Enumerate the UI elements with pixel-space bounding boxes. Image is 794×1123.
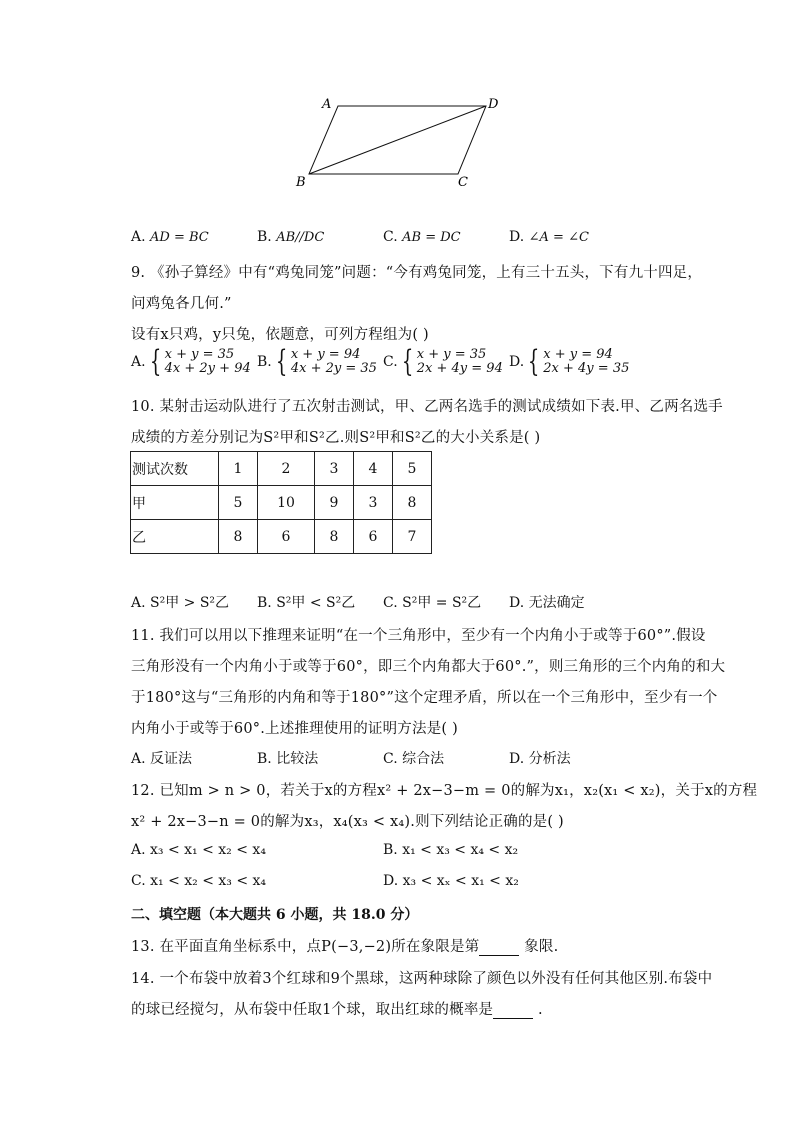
table-cell: 8	[315, 520, 354, 554]
table-cell: 9	[315, 486, 354, 520]
table-row	[131, 452, 432, 486]
vertex-a-label: A	[322, 97, 332, 112]
q9-line-1: 9. 《孙子算经》中有“鸡兔同笼”问题：“今有鸡兔同笼，上有三十五头，下有九十四足，	[131, 265, 703, 281]
q8-option-c-letter: C.	[383, 229, 398, 245]
q10-option-c: C. S²甲 = S²乙	[383, 595, 482, 611]
q11-option-a: A. 反证法	[131, 751, 193, 767]
q14-line-2	[131, 998, 543, 1019]
q9-option-a-letter: A.	[131, 354, 146, 370]
q12-option-a: A. x₃ < x₁ < x₂ < x₄	[131, 842, 266, 858]
q8-option-d-text: ∠A = ∠C	[528, 230, 589, 245]
q14-line-1: 14. 一个布袋中放着3个红球和9个黑球，这两种球除了颜色以外没有任何其他区别.布袋中	[131, 971, 713, 987]
q9-option-a-eq1: x + y = 35	[164, 347, 235, 362]
table-cell: 7	[393, 520, 432, 554]
q9-option-b-eq1: x + y = 94	[290, 347, 361, 362]
table-cell: 8	[393, 486, 432, 520]
q12-option-c: C. x₁ < x₂ < x₃ < x₄	[131, 873, 267, 889]
q9-option-d-eq2: 2x + 4y = 35	[543, 361, 630, 376]
section-heading: 二、填空题（本大题共 6 小题，共 18.0 分）	[131, 907, 419, 923]
q13-answer-blank[interactable]	[479, 941, 519, 956]
q14-answer-blank[interactable]	[493, 1004, 533, 1019]
table-cell: 3	[354, 486, 393, 520]
q8-option-d-letter: D.	[509, 229, 525, 245]
q9-option-a: A. { x + y = 35 4x + 2y + 94	[131, 344, 251, 379]
vertex-d-label: D	[488, 97, 499, 112]
q10-option-a: A. S²甲 > S²乙	[131, 595, 230, 611]
q9-option-d-letter: D.	[509, 354, 525, 370]
q9-option-c-letter: C.	[383, 354, 398, 370]
q8-option-b	[257, 229, 324, 245]
table-cell: 3	[315, 452, 354, 486]
q8-option-a-letter: A.	[131, 229, 146, 245]
q9-option-b: B. { x + y = 94 4x + 2y = 35	[257, 344, 377, 379]
q13-text-before: 13. 在平面直角坐标系中，点P(−3,−2)所在象限是第	[131, 939, 480, 955]
q9-line-3: 设有x只鸡，y只兔，依题意，可列方程组为( )	[131, 327, 429, 343]
q9-option-c-eq2: 2x + 4y = 94	[416, 361, 503, 376]
q10-line-2: 成绩的方差分别记为S²甲和S²乙.则S²甲和S²乙的大小关系是( )	[131, 430, 541, 446]
q11-line-4: 内角小于或等于60°.上述推理使用的证明方法是( )	[131, 721, 458, 737]
q9-option-b-eq2: 4x + 2y = 35	[290, 361, 377, 376]
q13-line	[131, 935, 558, 956]
q10-option-d: D. 无法确定	[509, 595, 585, 611]
q9-option-d: D. { x + y = 94 2x + 4y = 35	[509, 344, 630, 379]
table-row	[131, 486, 432, 520]
table-cell: 乙	[131, 520, 219, 554]
q10-option-b: B. S²甲 < S²乙	[257, 595, 356, 611]
q9-option-c-eq1: x + y = 35	[416, 347, 487, 362]
score-table	[130, 451, 432, 554]
q13-text-after: 象限.	[519, 939, 559, 955]
q9-option-a-eq2: 4x + 2y + 94	[164, 361, 251, 376]
q9-option-c: C. { x + y = 35 2x + 4y = 94	[383, 344, 503, 379]
q14-text-before: 的球已经搅匀，从布袋中任取1个球，取出红球的概率是	[131, 1002, 494, 1018]
table-cell: 1	[219, 452, 258, 486]
parallelogram-figure	[290, 92, 510, 192]
q12-line-2: x² + 2x−3−n = 0的解为x₃，x₄(x₃ < x₄).则下列结论正确的是( )	[131, 814, 564, 830]
table-cell: 5	[219, 486, 258, 520]
q8-option-b-text: AB//DC	[276, 230, 325, 245]
table-cell: 6	[354, 520, 393, 554]
table-cell: 测试次数	[131, 452, 219, 486]
vertex-c-label: C	[458, 175, 468, 190]
vertex-b-label: B	[296, 175, 306, 190]
q8-option-b-letter: B.	[257, 229, 272, 245]
q9-option-d-eq1: x + y = 94	[543, 347, 613, 362]
q14-text-after: .	[533, 1002, 543, 1018]
q8-option-c	[383, 229, 461, 245]
table-row	[131, 520, 432, 554]
q8-option-c-text: AB = DC	[402, 230, 461, 245]
table-cell: 甲	[131, 486, 219, 520]
q11-option-c: C. 综合法	[383, 751, 445, 767]
table-cell: 6	[258, 520, 315, 554]
q8-option-a	[131, 229, 209, 245]
q10-line-1: 10. 某射击运动队进行了五次射击测试，甲、乙两名选手的测试成绩如下表.甲、乙两名选手	[131, 399, 723, 415]
table-cell: 5	[393, 452, 432, 486]
table-cell: 10	[258, 486, 315, 520]
q12-line-1: 12. 已知m > n > 0，若关于x的方程x² + 2x−3−m = 0的解为x₁，x₂(x₁ < x₂)，关于x的方程	[131, 783, 758, 799]
table-cell: 8	[219, 520, 258, 554]
q11-option-b: B. 比较法	[257, 751, 319, 767]
q11-line-3: 于180°这与“三角形的内角和等于180°”这个定理矛盾，所以在一个三角形中，至少有一个	[131, 690, 718, 706]
q12-option-d: D. x₃ < xₓ < x₁ < x₂	[383, 873, 519, 889]
q9-option-b-letter: B.	[257, 354, 272, 370]
q8-option-a-text: AD = BC	[150, 230, 209, 245]
table-cell: 2	[258, 452, 315, 486]
q11-line-2: 三角形没有一个内角小于或等于60°，即三个内角都大于60°.”，则三角形的三个内角的和大	[131, 659, 726, 675]
q11-option-d: D. 分析法	[509, 751, 571, 767]
q12-option-b: B. x₁ < x₃ < x₄ < x₂	[383, 842, 519, 858]
q9-line-2: 问鸡兔各几何.”	[131, 296, 232, 312]
q11-line-1: 11. 我们可以用以下推理来证明“在一个三角形中，至少有一个内角小于或等于60°”.假设	[131, 628, 706, 644]
q8-option-d	[509, 229, 589, 245]
diagonal-bd	[309, 106, 486, 174]
table-cell: 4	[354, 452, 393, 486]
